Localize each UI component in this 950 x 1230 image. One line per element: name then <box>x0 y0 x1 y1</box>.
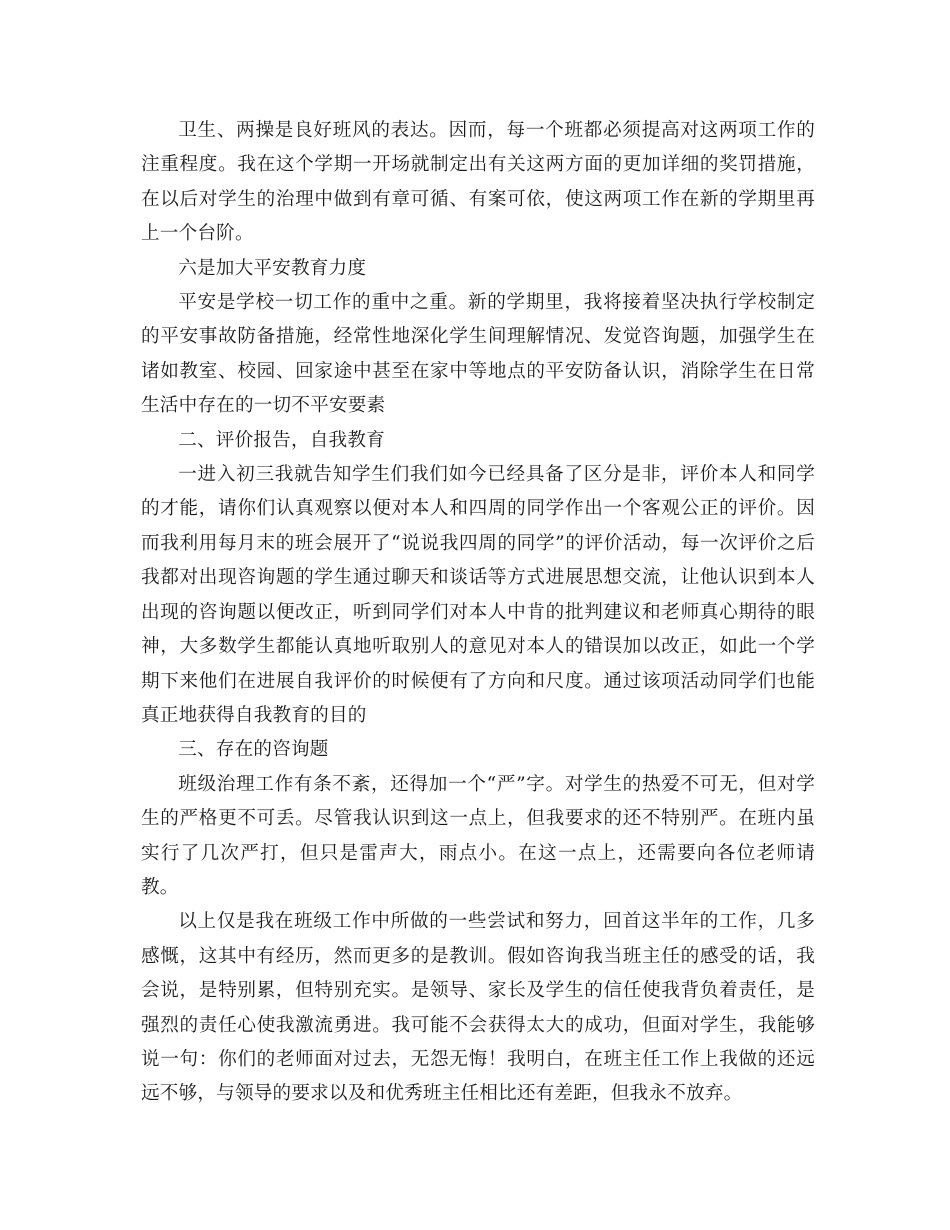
paragraph-evaluation: 一进入初三我就告知学生们我们如今已经具备了区分是非，评价本人和同学的才能，请你们认真观察以便对本人和四周的同学作出一个客观公正的评价。因而我利用每月末的班会展开了“说说我四周的同学”的评价活动，每一次评价之后我都对出现咨询题的学生通过聊天和谈话等方式进展思想交流，让他认识到本人出现的咨询题以便改正，听到同学们对本人中肯的批判建议和老师真心期待的眼神，大多数学生都能认真地听取别人的意见对本人的错误加以改正，如此一个学期下来他们在进展自我评价的时候便有了方向和尺度。通过该项活动同学们也能真正地获得自我教育的目的 <box>141 464 815 726</box>
heading-safety-education: 六是加大平安教育力度 <box>178 257 367 279</box>
paragraph-safety: 平安是学校一切工作的重中之重。新的学期里，我将接着坚决执行学校制定的平安事故防备措施，经常性地深化学生间理解情况、发觉咨询题，加强学生在诸如教室、校园、回家途中甚至在家中等地点的平安防备认识，消除学生在日常生活中存在的一切不平安要素 <box>141 292 815 417</box>
paragraph-conclusion: 以上仅是我在班级工作中所做的一些尝试和努力，回首这半年的工作，几多感慨，这其中有经历，然而更多的是教训。假如咨询我当班主任的感受的话，我会说，是特别累，但特别充实。是领导、家长及学生的信任使我背负着责任，是强烈的责任心使我激流勇进。我可能不会获得太大的成功，但面对学生，我能够说一句：你们的老师面对过去，无怨无悔！我明白，在班主任工作上我做的还远远不够，与领导的要求以及和优秀班主任相比还有差距，但我永不放弃。 <box>141 911 815 1105</box>
paragraph-problems: 班级治理工作有条不紊，还得加一个“严”字。对学生的热爱不可无，但对学生的严格更不可丢。尽管我认识到这一点上，但我要求的还不特别严。在班内虽实行了几次严打，但只是雷声大，雨点小。在这一点上，还需要向各位老师请教。 <box>141 773 815 898</box>
heading-problems: 三、存在的咨询题 <box>178 739 329 761</box>
heading-evaluation: 二、评价报告，自我教育 <box>178 429 385 451</box>
document-body <box>141 114 815 1112</box>
paragraph-hygiene: 卫生、两操是良好班风的表达。因而，每一个班都必须提高对这两项工作的注重程度。我在这个学期一开场就制定出有关这两方面的更加详细的奖罚措施，在以后对学生的治理中做到有章可循、有案可依，使这两项工作在新的学期里再上一个台阶。 <box>141 120 815 245</box>
